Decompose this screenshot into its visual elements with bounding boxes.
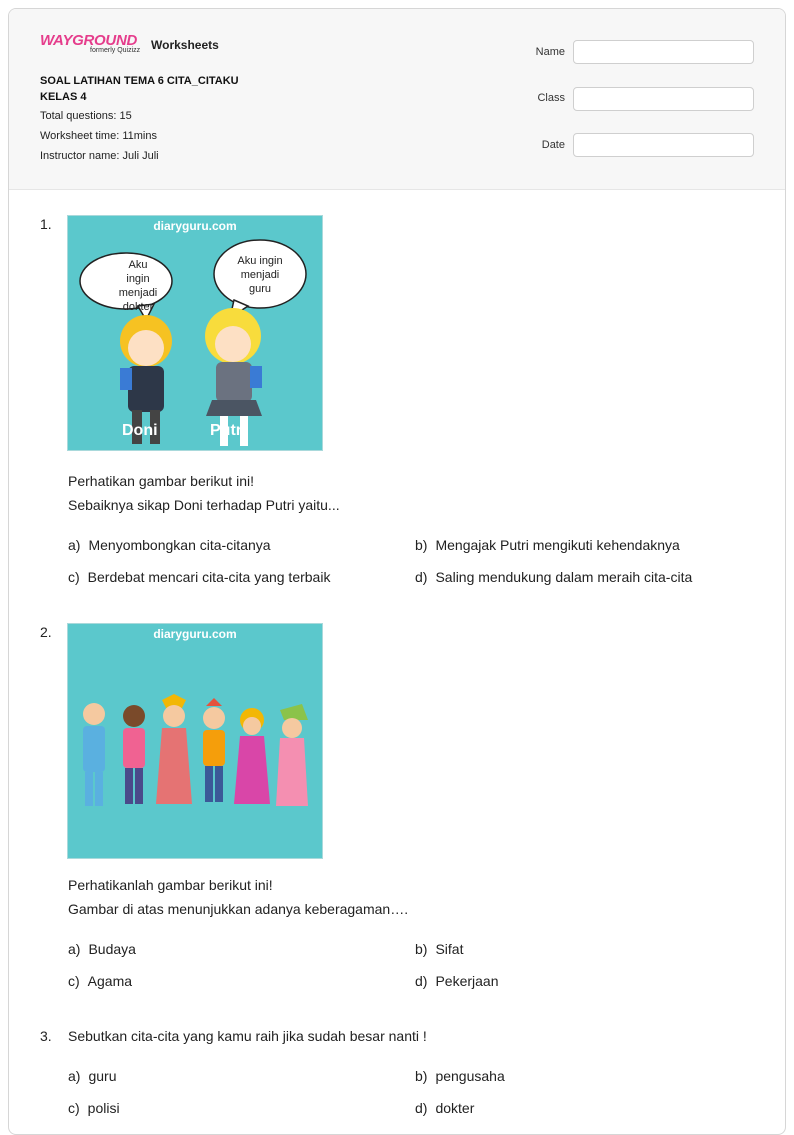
question-text: Sebutkan cita-cita yang kamu raih jika sudah besar nanti ! [68,1028,427,1044]
option-a[interactable]: a) Budaya [68,941,136,957]
quiz-title [40,73,239,105]
traditional-costumes-illustration [68,624,322,858]
option-d[interactable]: d) Pekerjaan [415,973,499,989]
question-image [67,623,323,859]
name-doni: Doni [122,422,158,439]
option-d[interactable]: d) dokter [415,1100,475,1116]
question-text: Perhatikan gambar berikut ini! Sebaiknya sikap Doni terhadap Putri yaitu... [68,473,340,513]
name-putri: Putri [210,422,247,439]
wayground-logo [40,32,144,58]
logo-wordmark: WAYGROUND [40,32,138,49]
name-label: Name [535,46,565,58]
quiz-title-line2: KELAS 4 [40,91,87,103]
speech-bubble-left: Aku ingin menjadi dokter [118,259,158,313]
question-number: 3. [40,1028,52,1044]
image-site-label: diaryguru.com [153,627,237,641]
total-questions: Total questions: 15 [40,110,132,122]
worksheet-time: Worksheet time: 11mins [40,130,157,142]
question-text: Perhatikanlah gambar berikut ini! Gambar di atas menunjukkan adanya keberagaman…. [68,877,409,917]
option-b[interactable]: b) Mengajak Putri mengikuti kehendaknya [415,537,680,553]
name-field[interactable] [573,40,754,64]
option-b[interactable]: b) pengusaha [415,1068,505,1084]
class-field[interactable] [573,87,754,111]
logo-subtitle: formerly Quizizz [90,47,141,54]
quiz-title-line1: SOAL LATIHAN TEMA 6 CITA_CITAKU [40,75,239,87]
image-site-label: diaryguru.com [153,219,237,233]
date-label: Date [541,139,565,151]
question-number: 1. [40,216,52,232]
question-image [67,215,323,451]
option-c[interactable]: c) polisi [68,1100,120,1116]
instructor-name: Instructor name: Juli Juli [40,150,159,162]
question-number: 2. [40,624,52,640]
worksheet-page [8,8,786,1135]
option-a[interactable]: a) guru [68,1068,117,1084]
kids-illustration [68,216,322,450]
class-label: Class [537,92,565,104]
option-a[interactable]: a) Menyombongkan cita-citanya [68,537,271,553]
date-field[interactable] [573,133,754,157]
speech-bubble-right: Aku ingin menjadi guru [237,255,283,295]
product-title: Worksheets [151,38,219,52]
option-d[interactable]: d) Saling mendukung dalam meraih cita-cita [415,569,693,585]
worksheet-header [9,9,785,190]
option-c[interactable]: c) Agama [68,973,133,989]
option-b[interactable]: b) Sifat [415,941,464,957]
option-c[interactable]: c) Berdebat mencari cita-cita yang terbaik [68,569,331,585]
